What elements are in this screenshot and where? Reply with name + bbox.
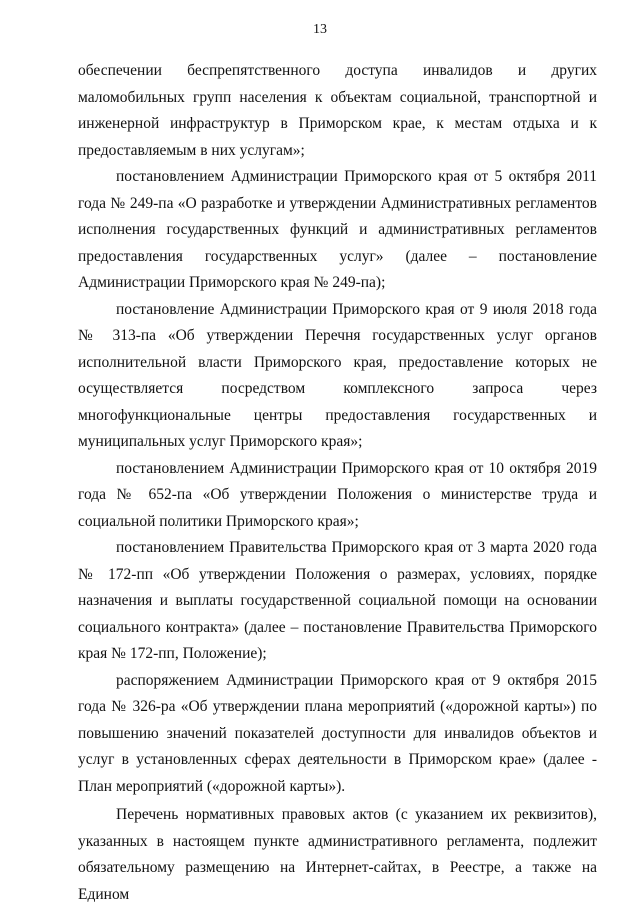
paragraph-order-326-ra: распоряжением Администрации Приморского края от 9 октября 2015 года № 326-ра «Об утверждении плана мероприятий («дорожной карты») по повышению значений показателей доступности для инвалидов объектов и услуг в установленных сферах деятельности в Приморском крае» (далее - План мероприятий («дорожной карты»). (78, 671, 597, 795)
paragraph-resolution-172-pp: постановлением Правительства Приморского края от 3 марта 2020 года № 172-пп «Об утверждении Положения о размерах, условиях, порядке назначения и выплаты государственной социальной помощи на основании социального контракта» (далее – постановление Правительства Приморского края № 172-пп, Положение); (78, 539, 597, 662)
document-body (78, 58, 597, 908)
paragraph-accessibility-continuation: обеспечении беспрепятственного доступа инвалидов и других маломобильных групп населения к объектам социальной, транспортной и инженерной инфраструктур в Приморском крае, к местам отдыха и к предоставляемым в них услугам»; (78, 62, 597, 159)
paragraph-resolution-313-pa: постановление Администрации Приморского края от 9 июля 2018 года № 313-па «Об утверждении Перечня государственных услуг органов исполнительной власти Приморского края, предоставление которых не осуществляется посредством комплексного запроса через многофункциональные центры предоставления государственных и муниципальных услуг Приморского края»; (78, 300, 597, 450)
paragraph-list-publication: Перечень нормативных правовых актов (с указанием их реквизитов), указанных в настоящем пункте административного регламента, подлежит обязательному размещению на Интернет-сайтах, в Реестре, а также на Едином (78, 806, 597, 903)
paragraph-resolution-652-pa: постановлением Администрации Приморского края от 10 октября 2019 года № 652-па «Об утверждении Положения о министерстве труда и социальной политики Приморского края»; (78, 459, 597, 530)
paragraph-resolution-249-pa: постановлением Администрации Приморского края от 5 октября 2011 года № 249-па «О разработке и утверждении Административных регламентов исполнения государственных функций и административных регламентов предоставления государственных услуг» (далее – постановление Администрации Приморского края № 249-па); (78, 168, 597, 291)
page-number: 13 (313, 22, 327, 37)
